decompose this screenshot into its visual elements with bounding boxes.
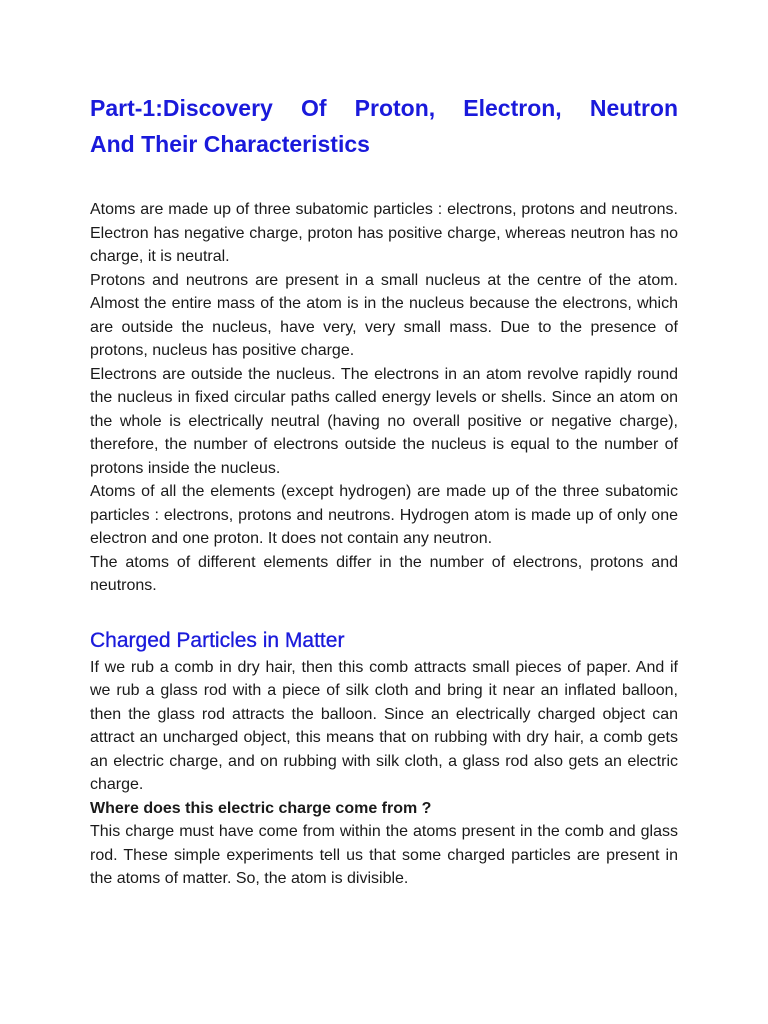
intro-paragraph-2: Protons and neutrons are present in a small nucleus at the centre of the atom. Almost the entire mass of the atom is in the nucleus because the electrons, which are outside the nucleus, have very, very small mass. Due to the presence of protons, nucleus has positive charge. [90,271,678,359]
section-question: Where does this electric charge come from ? [90,799,432,817]
section-paragraph-2: This charge must have come from within the atoms present in the comb and glass rod. These simple experiments tell us that some charged particles are present in the atoms of matter. So, the atom is divisible. [90,823,678,887]
intro-paragraph-3: Electrons are outside the nucleus. The electrons in an atom revolve rapidly round the nucleus in fixed circular paths called energy levels or shells. Since an atom on the whole is electrically neutral (having no overall positive or negative charge), therefore, the number of electrons outside the nucleus is equal to the number of protons inside the nucleus. [90,365,678,477]
page-title-line-1: Part-1:Discovery Of Proton, Electron, Neutron [90,95,678,121]
section-paragraph-1: If we rub a comb in dry hair, then this comb attracts small pieces of paper. And if we rub a glass rod with a piece of silk cloth and bring it near an inflated balloon, then the glass rod attracts the balloon. Since an electrically charged object can attract an uncharged object, this means that on rubbing with dry hair, a comb gets an electric charge, and on rubbing with silk cloth, a glass rod also gets an electric charge. [90,658,678,793]
section-heading: Charged Particles in Matter [90,628,345,652]
charged-particles-section [90,626,678,891]
page-title-line-2: And Their Characteristics [90,131,370,157]
intro-paragraph-1: Atoms are made up of three subatomic particles : electrons, protons and neutrons. Electron has negative charge, proton has positive charge, whereas neutron has no charge, it is neutral. [90,201,678,265]
intro-paragraph-5: The atoms of different elements differ in the number of electrons, protons and neutrons. [90,553,678,594]
page-title [90,90,678,162]
intro-paragraph-4: Atoms of all the elements (except hydrogen) are made up of the three subatomic particles : electrons, protons and neutrons. Hydrogen atom is made up of only one electron and one proton. It does not contain any neutron. [90,483,678,547]
intro-section [90,198,678,598]
